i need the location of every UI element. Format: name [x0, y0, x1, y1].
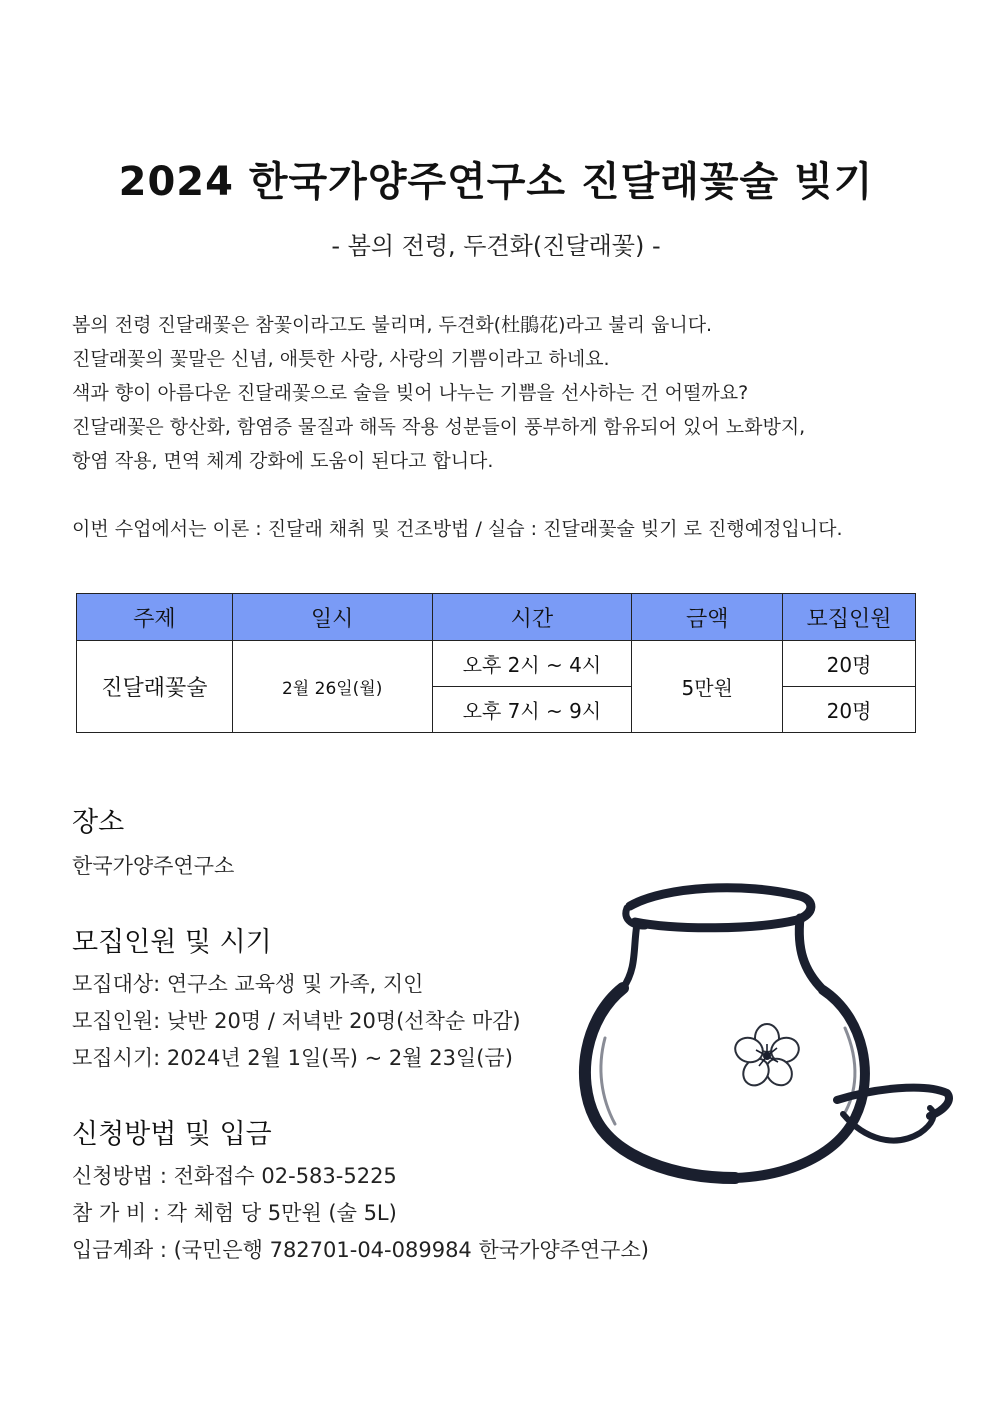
jar-illustration [575, 878, 955, 1198]
page-title: 2024 한국가양주연구소 진달래꽃술 빚기 [118, 159, 874, 205]
header-capacity: 모집인원 [783, 594, 916, 641]
cell-time: 오후 7시 ~ 9시 [432, 687, 632, 733]
intro-text [72, 308, 932, 546]
intro-line: 진달래꽃은 항산화, 함염증 물질과 해독 작용 성분들이 풍부하게 함유되어 있어 노화방지, [72, 416, 806, 438]
cell-date: 2월 26일(월) [232, 641, 432, 733]
cell-topic: 진달래꽃술 [77, 641, 233, 733]
apply-title: 신청방법 및 입금 [72, 1119, 272, 1150]
flower-icon [732, 1024, 803, 1090]
recruit-line: 모집인원: 낮반 20명 / 저녁반 20명(선착순 마감) [72, 1009, 521, 1033]
header-date: 일시 [232, 594, 432, 641]
intro-line: 진달래꽃의 꽃말은 신념, 애틋한 사랑, 사랑의 기쁨이라고 하네요. [72, 348, 610, 370]
apply-line: 신청방법 : 전화접수 02-583-5225 [72, 1164, 397, 1188]
cell-price: 5만원 [632, 641, 783, 733]
table-row [77, 641, 916, 687]
cell-capacity: 20명 [783, 687, 916, 733]
cell-time: 오후 2시 ~ 4시 [432, 641, 632, 687]
intro-line: 색과 향이 아름다운 진달래꽃으로 술을 빚어 나누는 기쁨을 선사하는 건 어떨까요? [72, 382, 749, 404]
header-topic: 주제 [77, 594, 233, 641]
recruit-line: 모집시기: 2024년 2월 1일(목) ~ 2월 23일(금) [72, 1046, 513, 1070]
header-price: 금액 [632, 594, 783, 641]
schedule-table [76, 593, 916, 733]
table-header-row [77, 594, 916, 641]
apply-line: 입금계좌 : (국민은행 782701-04-089984 한국가양주연구소) [72, 1238, 649, 1262]
intro-line: 봄의 전령 진달래꽃은 참꽃이라고도 불리며, 두견화(杜鵑花)라고 불리 웁니다. [72, 314, 713, 336]
apply-line: 참 가 비 : 각 체험 당 5만원 (술 5L) [72, 1201, 397, 1225]
recruit-title: 모집인원 및 시기 [72, 927, 272, 958]
class-note: 이번 수업에서는 이론 : 진달래 채취 및 건조방법 / 실습 : 진달래꽃술 빚기 로 진행예정입니다. [72, 518, 843, 540]
intro-line: 항염 작용, 면역 체계 강화에 도움이 된다고 합니다. [72, 450, 494, 472]
venue-title: 장소 [72, 807, 125, 838]
header-time: 시간 [432, 594, 632, 641]
cell-capacity: 20명 [783, 641, 916, 687]
venue-value: 한국가양주연구소 [72, 854, 235, 878]
page-subtitle: - 봄의 전령, 두견화(진달래꽃) - [331, 232, 661, 260]
recruit-line: 모집대상: 연구소 교육생 및 가족, 지인 [72, 972, 424, 996]
